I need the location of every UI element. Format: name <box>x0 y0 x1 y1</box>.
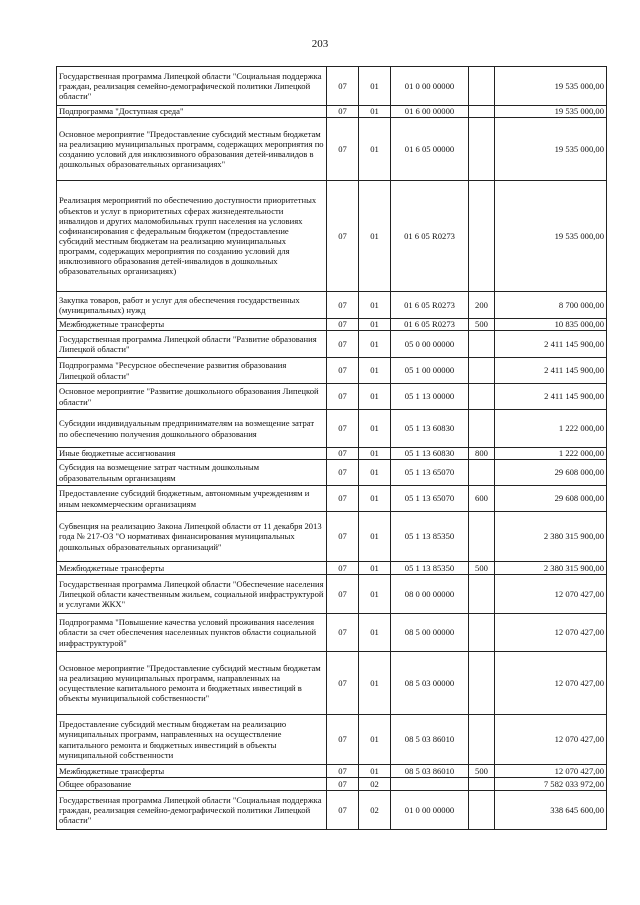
row-subsection-cell: 01 <box>359 765 391 778</box>
row-code-cell: 05 1 13 85350 <box>391 512 469 562</box>
table-row <box>57 562 607 575</box>
row-subsection-cell: 01 <box>359 106 391 118</box>
row-subsection-cell: 01 <box>359 67 391 106</box>
row-section-cell: 07 <box>327 614 359 652</box>
row-amount-cell: 19 535 000,00 <box>495 181 607 292</box>
row-type-cell: 500 <box>469 562 495 575</box>
table-row <box>57 358 607 384</box>
row-type-cell: 200 <box>469 292 495 319</box>
table-row <box>57 448 607 460</box>
row-subsection-cell: 02 <box>359 778 391 791</box>
table-row <box>57 614 607 652</box>
row-name-cell: Предоставление субсидий бюджетным, автономным учреждениям и иным некоммерческим организациям <box>57 486 327 512</box>
table-row <box>57 652 607 715</box>
row-code-cell <box>391 778 469 791</box>
row-subsection-cell: 01 <box>359 319 391 331</box>
row-type-cell: 500 <box>469 765 495 778</box>
row-name-cell: Межбюджетные трансферты <box>57 765 327 778</box>
row-name-cell: Общее образование <box>57 778 327 791</box>
row-amount-cell: 2 380 315 900,00 <box>495 562 607 575</box>
row-amount-cell: 7 582 033 972,00 <box>495 778 607 791</box>
row-type-cell: 600 <box>469 486 495 512</box>
table-row <box>57 575 607 614</box>
table-row <box>57 106 607 118</box>
row-subsection-cell: 01 <box>359 410 391 448</box>
row-amount-cell: 29 608 000,00 <box>495 460 607 486</box>
row-section-cell: 07 <box>327 512 359 562</box>
row-subsection-cell: 01 <box>359 614 391 652</box>
row-section-cell: 07 <box>327 715 359 765</box>
row-subsection-cell: 01 <box>359 331 391 358</box>
row-code-cell: 08 5 00 00000 <box>391 614 469 652</box>
row-code-cell: 08 5 03 86010 <box>391 715 469 765</box>
row-section-cell: 07 <box>327 331 359 358</box>
table-row <box>57 118 607 181</box>
table-row <box>57 512 607 562</box>
row-name-cell: Государственная программа Липецкой области "Социальная поддержка граждан, реализация семейно-демографической политики Липецкой области" <box>57 67 327 106</box>
row-amount-cell: 8 700 000,00 <box>495 292 607 319</box>
row-subsection-cell: 01 <box>359 384 391 410</box>
page-number: 203 <box>311 38 329 50</box>
row-code-cell: 05 1 13 65070 <box>391 486 469 512</box>
table-row <box>57 778 607 791</box>
row-amount-cell: 1 222 000,00 <box>495 448 607 460</box>
table-row <box>57 331 607 358</box>
row-name-cell: Подпрограмма "Повышение качества условий проживания населения области за счет обеспечения населенных пунктов области социальной инфраструктурой" <box>57 614 327 652</box>
row-name-cell: Государственная программа Липецкой области "Социальная поддержка граждан, реализация семейно-демографической политики Липецкой области" <box>57 791 327 830</box>
row-section-cell: 07 <box>327 486 359 512</box>
row-code-cell: 05 1 13 60830 <box>391 410 469 448</box>
row-code-cell: 01 6 05 R0273 <box>391 319 469 331</box>
row-amount-cell: 12 070 427,00 <box>495 575 607 614</box>
budget-table <box>56 66 607 830</box>
table-row <box>57 486 607 512</box>
row-subsection-cell: 01 <box>359 118 391 181</box>
table-row <box>57 715 607 765</box>
row-code-cell: 05 0 00 00000 <box>391 331 469 358</box>
row-type-cell <box>469 791 495 830</box>
row-name-cell: Основное мероприятие "Развитие дошкольного образования Липецкой области" <box>57 384 327 410</box>
row-amount-cell: 12 070 427,00 <box>495 652 607 715</box>
row-name-cell: Субсидия на возмещение затрат частным дошкольным образовательным организациям <box>57 460 327 486</box>
row-type-cell <box>469 331 495 358</box>
row-amount-cell: 19 535 000,00 <box>495 106 607 118</box>
row-type-cell <box>469 460 495 486</box>
row-name-cell: Подпрограмма "Ресурсное обеспечение развития образования Липецкой области" <box>57 358 327 384</box>
row-subsection-cell: 01 <box>359 448 391 460</box>
row-subsection-cell: 01 <box>359 358 391 384</box>
row-amount-cell: 12 070 427,00 <box>495 614 607 652</box>
table-row <box>57 181 607 292</box>
row-amount-cell: 2 411 145 900,00 <box>495 384 607 410</box>
row-subsection-cell: 02 <box>359 791 391 830</box>
row-type-cell <box>469 652 495 715</box>
row-type-cell <box>469 384 495 410</box>
row-type-cell <box>469 358 495 384</box>
row-section-cell: 07 <box>327 319 359 331</box>
table-row <box>57 460 607 486</box>
row-code-cell: 01 6 00 00000 <box>391 106 469 118</box>
row-section-cell: 07 <box>327 778 359 791</box>
row-amount-cell: 2 380 315 900,00 <box>495 512 607 562</box>
row-type-cell <box>469 118 495 181</box>
row-section-cell: 07 <box>327 67 359 106</box>
budget-table-body <box>57 67 607 830</box>
row-amount-cell: 12 070 427,00 <box>495 715 607 765</box>
row-type-cell: 500 <box>469 319 495 331</box>
row-code-cell: 05 1 00 00000 <box>391 358 469 384</box>
row-name-cell: Субсидии индивидуальным предпринимателям на возмещение затрат по обеспечению получения дошкольного образования <box>57 410 327 448</box>
row-name-cell: Реализация мероприятий по обеспечению доступности приоритетных объектов и услуг в приоритетных сферах жизнедеятельности инвалидов и других маломобильных групп населения на условиях софинансирования с федеральным бюджетом (предоставление субсидий местным бюджетам на реализацию муниципальных программ, содержащих мероприятия по созданию условий для инклюзивного образования детей-инвалидов в дошкольных образовательных организациях) <box>57 181 327 292</box>
row-subsection-cell: 01 <box>359 460 391 486</box>
row-code-cell: 01 6 05 R0273 <box>391 181 469 292</box>
row-code-cell: 01 0 00 00000 <box>391 791 469 830</box>
row-amount-cell: 19 535 000,00 <box>495 118 607 181</box>
table-row <box>57 384 607 410</box>
row-subsection-cell: 01 <box>359 652 391 715</box>
table-row <box>57 319 607 331</box>
row-type-cell <box>469 614 495 652</box>
row-type-cell <box>469 778 495 791</box>
row-code-cell: 01 6 05 00000 <box>391 118 469 181</box>
row-code-cell: 08 5 03 00000 <box>391 652 469 715</box>
row-type-cell <box>469 181 495 292</box>
row-type-cell <box>469 512 495 562</box>
row-name-cell: Государственная программа Липецкой области "Развитие образования Липецкой области" <box>57 331 327 358</box>
row-section-cell: 07 <box>327 106 359 118</box>
row-section-cell: 07 <box>327 791 359 830</box>
row-type-cell <box>469 106 495 118</box>
row-section-cell: 07 <box>327 460 359 486</box>
row-name-cell: Основное мероприятие "Предоставление субсидий местным бюджетам на реализацию муниципальных программ, содержащих мероприятия по созданию условий для инклюзивного образования детей-инвалидов в дошкольных образовательных организациях" <box>57 118 327 181</box>
row-section-cell: 07 <box>327 652 359 715</box>
table-row <box>57 410 607 448</box>
row-section-cell: 07 <box>327 292 359 319</box>
row-subsection-cell: 01 <box>359 292 391 319</box>
row-name-cell: Закупка товаров, работ и услуг для обеспечения государственных (муниципальных) нужд <box>57 292 327 319</box>
row-code-cell: 05 1 13 65070 <box>391 460 469 486</box>
row-amount-cell: 12 070 427,00 <box>495 765 607 778</box>
row-code-cell: 08 5 03 86010 <box>391 765 469 778</box>
row-code-cell: 05 1 13 60830 <box>391 448 469 460</box>
row-section-cell: 07 <box>327 562 359 575</box>
row-section-cell: 07 <box>327 118 359 181</box>
row-type-cell: 800 <box>469 448 495 460</box>
row-amount-cell: 2 411 145 900,00 <box>495 331 607 358</box>
table-row <box>57 791 607 830</box>
row-code-cell: 05 1 13 00000 <box>391 384 469 410</box>
row-subsection-cell: 01 <box>359 562 391 575</box>
row-section-cell: 07 <box>327 181 359 292</box>
row-code-cell: 05 1 13 85350 <box>391 562 469 575</box>
row-name-cell: Межбюджетные трансферты <box>57 319 327 331</box>
row-subsection-cell: 01 <box>359 512 391 562</box>
row-type-cell <box>469 410 495 448</box>
row-name-cell: Межбюджетные трансферты <box>57 562 327 575</box>
row-subsection-cell: 01 <box>359 715 391 765</box>
row-amount-cell: 19 535 000,00 <box>495 67 607 106</box>
table-row <box>57 292 607 319</box>
row-section-cell: 07 <box>327 448 359 460</box>
row-section-cell: 07 <box>327 765 359 778</box>
table-row <box>57 67 607 106</box>
row-type-cell <box>469 575 495 614</box>
row-amount-cell: 2 411 145 900,00 <box>495 358 607 384</box>
row-name-cell: Государственная программа Липецкой области "Обеспечение населения Липецкой области качественным жильем, социальной инфраструктурой и услугами ЖКХ" <box>57 575 327 614</box>
row-code-cell: 01 0 00 00000 <box>391 67 469 106</box>
row-name-cell: Предоставление субсидий местным бюджетам на реализацию муниципальных программ, направленных на осуществление капитального ремонта и бюджетных инвестиций в объекты муниципальной собственности <box>57 715 327 765</box>
row-subsection-cell: 01 <box>359 486 391 512</box>
row-name-cell: Подпрограмма "Доступная среда" <box>57 106 327 118</box>
row-amount-cell: 10 835 000,00 <box>495 319 607 331</box>
row-name-cell: Основное мероприятие "Предоставление субсидий местным бюджетам на реализацию муниципальных программ, направленных на осуществление капитального ремонта и бюджетных инвестиций в объекты муниципальной собственности" <box>57 652 327 715</box>
row-amount-cell: 1 222 000,00 <box>495 410 607 448</box>
row-code-cell: 01 6 05 R0273 <box>391 292 469 319</box>
row-type-cell <box>469 67 495 106</box>
row-section-cell: 07 <box>327 410 359 448</box>
row-name-cell: Иные бюджетные ассигнования <box>57 448 327 460</box>
row-amount-cell: 338 645 600,00 <box>495 791 607 830</box>
row-section-cell: 07 <box>327 575 359 614</box>
table-row <box>57 765 607 778</box>
row-section-cell: 07 <box>327 384 359 410</box>
row-name-cell: Субвенция на реализацию Закона Липецкой области от 11 декабря 2013 года № 217-ОЗ "О нормативах финансирования муниципальных дошкольных образовательных организаций" <box>57 512 327 562</box>
row-section-cell: 07 <box>327 358 359 384</box>
row-code-cell: 08 0 00 00000 <box>391 575 469 614</box>
row-amount-cell: 29 608 000,00 <box>495 486 607 512</box>
row-subsection-cell: 01 <box>359 575 391 614</box>
row-subsection-cell: 01 <box>359 181 391 292</box>
row-type-cell <box>469 715 495 765</box>
